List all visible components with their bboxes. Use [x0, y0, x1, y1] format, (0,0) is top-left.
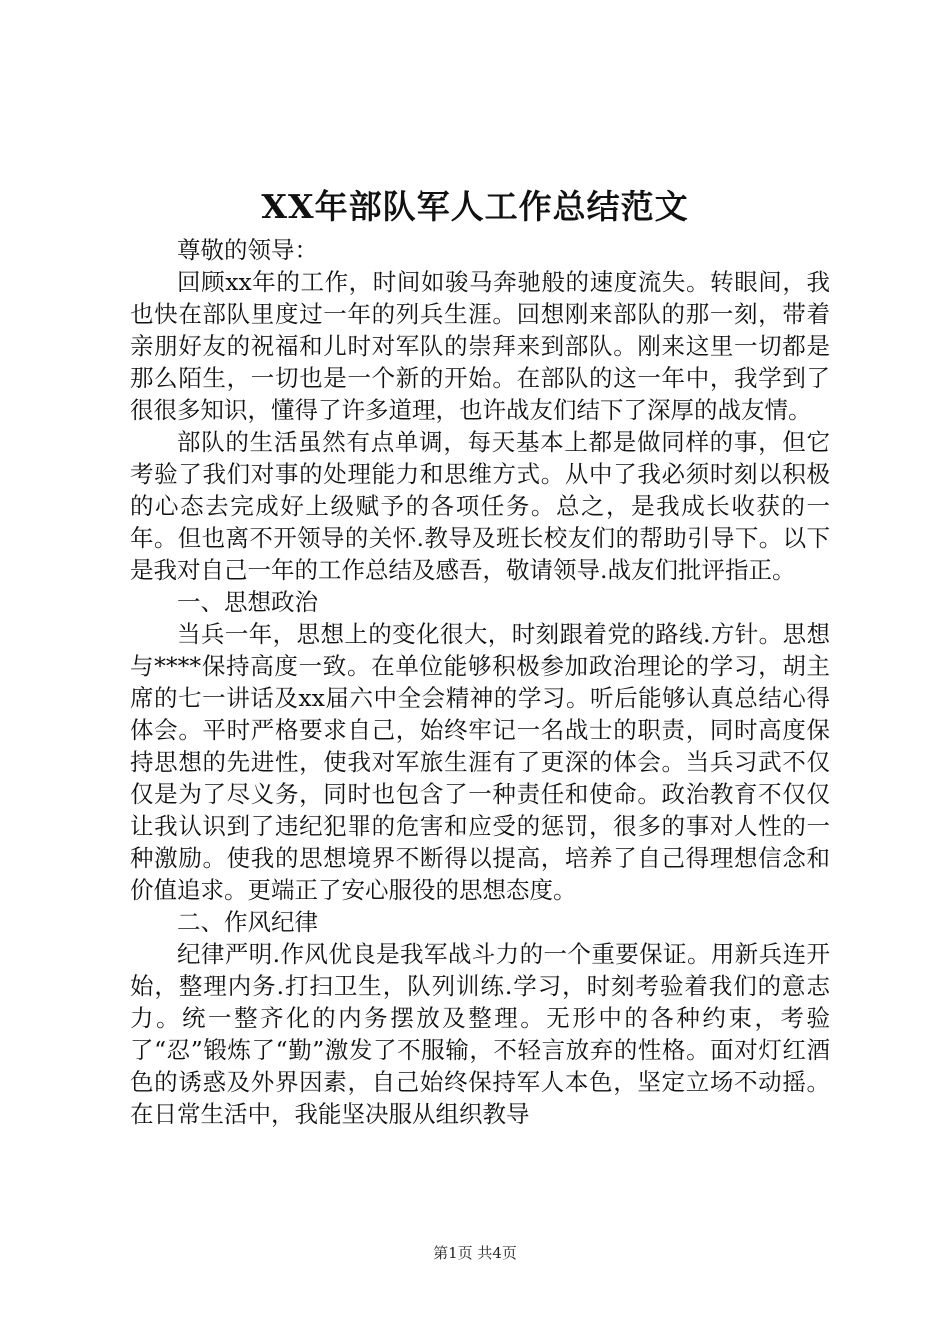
salutation: 尊敬的领导：: [177, 236, 318, 264]
paragraph-discipline: 纪律严明.作风优良是我军战斗力的一个重要保证。用新兵连开始，整理内务.打扫卫生，队列训练.学习，时刻考验着我们的意志力。统一整齐化的内务摆放及整理。无形中的各种约束，考验了“忍”锻炼了“勤”激发了不服输，不轻言放弃的性格。面对灯红酒色的诱惑及外界因素，自己始终保持军人本色，坚定立场不动摇。在日常生活中，我能坚决服从组织教导: [130, 940, 830, 1128]
paragraph-ideology: 当兵一年，思想上的变化很大，时刻跟着党的路线.方针。思想与****保持高度一致。在单位能够积极参加政治理论的学习，胡主席的七一讲话及xx届六中全会精神的学习。听后能够认真总结心得体会。平时严格要求自己，始终牢记一名战士的职责，同时高度保持思想的先进性，使我对军旅生涯有了更深的体会。当兵习武不仅仅是为了尽义务，同时也包含了一种责任和使命。政治教育不仅仅让我认识到了违纪犯罪的危害和应受的惩罚，很多的事对人性的一种激励。使我的思想境界不断得以提高，培养了自己得理想信念和价值追求。更端正了安心服役的思想态度。: [130, 620, 830, 904]
paragraph-army-life: 部队的生活虽然有点单调，每天基本上都是做同样的事，但它考验了我们对事的处理能力和思维方式。从中了我必须时刻以积极的心态去完成好上级赋予的各项任务。总之，是我成长收获的一年。但也离不开领导的关怀.教导及班长校友们的帮助引导下。以下是我对自己一年的工作总结及感吾，敬请领导.战友们批评指正。: [130, 428, 830, 584]
paragraph-review: 回顾xx年的工作，时间如骏马奔驰般的速度流失。转眼间，我也快在部队里度过一年的列兵生涯。回想刚来部队的那一刻，带着亲朋好友的祝福和儿时对军队的崇拜来到部队。刚来这里一切都是那么陌生，一切也是一个新的开始。在部队的这一年中，我学到了很很多知识，懂得了许多道理，也许战友们结下了深厚的战友情。: [130, 268, 830, 424]
page-number-footer: 第1页 共4页: [433, 1244, 517, 1262]
section-heading-discipline: 二、作风纪律: [177, 908, 318, 936]
section-heading-ideology: 一、思想政治: [177, 588, 318, 616]
document-title: XX年部队军人工作总结范文: [261, 187, 689, 226]
document-body: [130, 234, 830, 1130]
